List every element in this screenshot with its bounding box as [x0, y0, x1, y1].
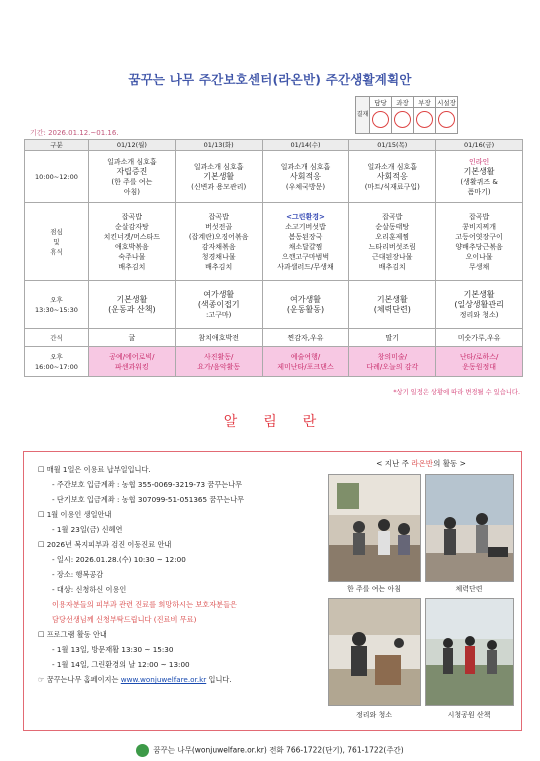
- schedule-cell-line: 자립증진: [116, 166, 148, 176]
- activity-photo: [328, 474, 421, 582]
- schedule-cell-line: 순살동태탕: [375, 222, 410, 231]
- clinic-title: ☐ 2026년 복지피부과 검진 이동진료 안내: [38, 540, 172, 549]
- approval-stamp-cell: [392, 108, 414, 134]
- schedule-cell-line: 일과소개 심호흡: [367, 162, 418, 171]
- clinic-target: - 대상: 신청하신 이용인: [52, 585, 127, 594]
- schedule-cell-line: 채소달걀찜: [288, 242, 323, 251]
- schedule-cell: [262, 347, 349, 377]
- activity-caption: 한 주를 여는 아침: [346, 585, 401, 593]
- activity-caption: 체력단련: [455, 585, 483, 593]
- schedule-cell: [436, 329, 523, 347]
- stamp-icon: [416, 111, 433, 128]
- stamp-icon: [394, 111, 411, 128]
- schedule-header-cell: 01/16(금): [436, 140, 523, 151]
- activity-heading: [326, 458, 516, 470]
- schedule-cell: [262, 329, 349, 347]
- schedule-cell: [89, 281, 176, 329]
- schedule-cell-line: 사과샐러드/무생채: [277, 262, 334, 271]
- schedule-cell-line: 제미난타/포크댄스: [277, 362, 334, 371]
- footer-text: 꿈꾸는 나무(wonjuwelfare.or.kr) 전화 766-1722(단기), 761-1722(주간): [153, 745, 404, 755]
- homepage-suffix: 입니다.: [208, 675, 232, 684]
- schedule-cell-line: 버섯전골: [205, 222, 233, 231]
- notice-list: [38, 462, 338, 687]
- fee-account: - 주간보호 입금계좌 : 농협 355-0069-3219-73 꿈꾸는나무: [52, 480, 243, 489]
- approval-label: 결재: [356, 97, 370, 134]
- schedule-cell-line: 여가생활: [203, 289, 235, 299]
- schedule-cell-line: (우체국방문): [285, 182, 326, 191]
- stamp-icon: [438, 111, 455, 128]
- schedule-cell: [175, 347, 262, 377]
- schedule-row: [25, 151, 523, 203]
- schedule-cell-line: 기본생활: [463, 166, 495, 176]
- approval-role: 담당: [370, 97, 392, 108]
- schedule-cell: [436, 347, 523, 377]
- schedule-cell: [349, 281, 436, 329]
- schedule-cell-line: 숙주나물: [118, 252, 146, 261]
- program-item: - 1월 13일, 방문재활 13:30 ~ 15:30: [52, 645, 174, 654]
- schedule-table: [24, 139, 523, 377]
- schedule-cell-line: 인라인: [468, 157, 490, 166]
- schedule-cell-line: 오리훈제찜: [375, 232, 410, 241]
- clinic-note: 이용자분들의 피부과 관련 진료를 희망하시는 보호자분들은: [52, 600, 238, 609]
- schedule-row-label: 오후 16:00~17:00: [25, 347, 89, 377]
- schedule-row: [25, 281, 523, 329]
- approval-role: 부장: [414, 97, 436, 108]
- schedule-cell-line: 폼마기): [467, 187, 491, 196]
- notice-title: 알림란: [223, 414, 343, 430]
- birthday-title: ☐ 1월 이용인 생일안내: [38, 510, 112, 519]
- activity-heading-prefix: < 지난 주: [376, 459, 409, 468]
- fee-account: - 단기보호 입금계좌 : 농협 307099-51-051365 꿈꾸는나무: [52, 495, 245, 504]
- activity-heading-suffix: 의 활동 >: [433, 459, 466, 468]
- activity-caption: 정리와 청소: [355, 711, 393, 719]
- clinic-date: - 일시: 2026.01.28.(수) 10:30 ~ 12:00: [52, 555, 186, 564]
- schedule-cell-line: :고구마): [206, 310, 232, 319]
- birthday-detail: - 1월 23일(금) 신혜연: [52, 525, 123, 534]
- schedule-row-label: 간식: [25, 329, 89, 347]
- activity-heading-class: 라온반: [411, 459, 434, 468]
- schedule-cell-line: (체력단련): [373, 304, 411, 314]
- schedule-cell: [262, 151, 349, 203]
- schedule-cell-line: 고등어엿장구이: [455, 232, 503, 241]
- schedule-cell-line: 사회적응: [290, 171, 321, 181]
- schedule-cell: [349, 203, 436, 281]
- schedule-cell-line: 배추김치: [205, 262, 233, 271]
- schedule-cell-line: 예술여행/: [290, 352, 321, 361]
- schedule-cell: [89, 329, 176, 347]
- schedule-cell-line: 사진활동/: [203, 352, 234, 361]
- schedule-cell-line: 참치애호박전: [198, 333, 239, 342]
- schedule-cell: [436, 151, 523, 203]
- schedule-cell: [175, 151, 262, 203]
- schedule-cell-line: 잡곡밥: [468, 212, 490, 221]
- homepage-link[interactable]: www.wonjuwelfare.or.kr: [120, 675, 207, 684]
- schedule-cell-line: 여가생활: [290, 294, 321, 304]
- schedule-cell-line: 파센과워킹: [114, 362, 149, 371]
- approval-table: [355, 96, 458, 134]
- schedule-cell: [349, 329, 436, 347]
- schedule-cell-line: 정리와 청소): [459, 310, 499, 319]
- schedule-cell-line: 감자채볶음: [201, 242, 236, 251]
- fee-title: ☐ 매월 1일은 이용료 납부일입니다.: [38, 465, 151, 474]
- schedule-cell-line: 요가/음악활동: [197, 362, 241, 371]
- schedule-cell-line: 무생채: [468, 262, 490, 271]
- schedule-row-label: 10:00~12:00: [25, 151, 89, 203]
- schedule-cell-line: 기본생활: [376, 294, 408, 304]
- schedule-cell-line: 잡곡밥: [382, 212, 403, 221]
- footer: [0, 744, 540, 757]
- schedule-cell-line: 소고기버섯밥: [285, 222, 326, 231]
- schedule-cell: [89, 203, 176, 281]
- schedule-cell-line: 기본생활: [116, 294, 148, 304]
- schedule-cell-line: 운동원정대: [462, 362, 496, 371]
- schedule-cell-line: 공예/에어로빅/: [109, 352, 155, 361]
- clinic-place: - 장소: 행복공감: [52, 570, 104, 579]
- schedule-cell-line: 귤: [128, 333, 136, 342]
- schedule-cell-line: 기본생활: [463, 289, 495, 299]
- schedule-cell-line: (신변과 용모관리): [191, 182, 247, 191]
- schedule-cell-line: 기본생활: [203, 171, 235, 181]
- schedule-header-cell: 구분: [25, 140, 89, 151]
- schedule-cell-line: 청경채나물: [201, 252, 236, 261]
- schedule-cell-line: 미숫가루,우유: [457, 333, 501, 342]
- schedule-note: *상기 일정은 상황에 따라 변경될 수 있습니다.: [393, 389, 520, 396]
- schedule-header-row: [25, 140, 523, 151]
- program-item: - 1월 14일, 그린환경의 날 12:00 ~ 13:00: [52, 660, 190, 669]
- schedule-row: [25, 347, 523, 377]
- schedule-cell: [349, 151, 436, 203]
- schedule-cell-line: 봄동된장국: [288, 232, 323, 241]
- schedule-cell-line: 배추김치: [118, 262, 146, 271]
- schedule-cell: [262, 281, 349, 329]
- approval-stamp-cell: [370, 108, 392, 134]
- schedule-cell-line: (잡계란)오징어볶음: [188, 232, 249, 241]
- schedule-cell-line: (운동과 산책): [108, 304, 156, 314]
- schedule-cell-line: (생활퀴즈 &: [460, 177, 498, 186]
- schedule-header-cell: 01/13(화): [175, 140, 262, 151]
- schedule-cell-line: 으깬고구마범벅: [281, 252, 330, 261]
- tree-logo-icon: [136, 744, 149, 757]
- activity-photo: [328, 598, 421, 706]
- schedule-cell-line: 배추김치: [378, 262, 406, 271]
- schedule-header-cell: 01/12(월): [89, 140, 176, 151]
- period-label: 기간: 2026.01.12.~01.16.: [30, 129, 119, 137]
- schedule-cell-line: 오이나물: [465, 252, 493, 261]
- notice-box: [23, 451, 522, 731]
- schedule-cell-line: 양배추당근볶음: [455, 242, 503, 251]
- page-title: 꿈꾸는 나무 주간보호센터(라온반) 주간생활계획안: [128, 72, 412, 87]
- schedule-header-cell: 01/15(목): [349, 140, 436, 151]
- schedule-cell: [436, 203, 523, 281]
- schedule-row: [25, 329, 523, 347]
- schedule-cell-line: 잡곡밥: [208, 212, 229, 221]
- schedule-cell-line: (일상생활관리: [454, 299, 504, 309]
- approval-stamp-cell: [436, 108, 458, 134]
- schedule-cell-line: 찐감자,우유: [287, 333, 324, 342]
- schedule-row-label: 점심 및 휴식: [25, 203, 89, 281]
- activity-panel: [326, 458, 516, 726]
- schedule-cell: [262, 203, 349, 281]
- schedule-cell-line: 아침): [123, 187, 141, 196]
- clinic-note: 담당선생님께 신청부탁드립니다 (진료비 무료): [52, 615, 197, 624]
- activity-caption: 시청공원 산책: [447, 711, 491, 719]
- schedule-cell: [175, 329, 262, 347]
- schedule-cell-line: 콩비지찌개: [462, 222, 496, 231]
- schedule-cell-line: 창의미술/: [377, 352, 407, 361]
- schedule-cell-line: (마트/식재료구입): [364, 182, 420, 191]
- approval-role: 시설장: [437, 98, 456, 107]
- schedule-cell-line: <그린환경>: [286, 212, 325, 221]
- schedule-cell-line: 난타/로하스/: [459, 352, 499, 361]
- activity-photo: [425, 598, 514, 706]
- schedule-cell-line: 치킨너겟/머스타드: [103, 232, 161, 241]
- activity-photo: [425, 474, 514, 582]
- schedule-cell-line: 애호박볶음: [114, 242, 149, 251]
- schedule-row-label: 오후 13:30~15:30: [25, 281, 89, 329]
- schedule-cell-line: 근대된장나물: [372, 252, 413, 261]
- schedule-cell-line: 사회적응: [376, 171, 408, 181]
- schedule-cell-line: 딸기: [385, 333, 400, 342]
- homepage-line: [38, 672, 338, 687]
- schedule-cell: [89, 347, 176, 377]
- approval-role: 과장: [392, 97, 414, 108]
- schedule-cell-line: 잡곡밥: [121, 212, 143, 221]
- approval-stamp-cell: [414, 108, 436, 134]
- homepage-prefix: ☞ 꿈꾸는나무 홈페이지는: [38, 675, 119, 684]
- schedule-header-cell: 01/14(수): [262, 140, 349, 151]
- schedule-cell: [175, 203, 262, 281]
- schedule-cell: [89, 151, 176, 203]
- schedule-cell: [349, 347, 436, 377]
- schedule-row: [25, 203, 523, 281]
- schedule-cell-line: (색종이접기: [197, 299, 240, 309]
- schedule-cell-line: 순살감자탕: [114, 222, 149, 231]
- schedule-cell-line: 느타리버섯조림: [368, 242, 416, 251]
- stamp-icon: [372, 111, 389, 128]
- program-title: ☐ 프로그램 활동 안내: [38, 630, 107, 639]
- schedule-cell-line: 다례/오늘의 감각: [366, 362, 419, 371]
- schedule-cell: [175, 281, 262, 329]
- schedule-cell-line: (운동활동): [286, 304, 325, 314]
- schedule-cell-line: 일과소개 심호흡: [107, 157, 157, 166]
- schedule-cell-line: 일과소개 심호흡: [280, 162, 331, 171]
- schedule-cell-line: 일과소개 심호흡: [193, 162, 244, 171]
- schedule-cell: [436, 281, 523, 329]
- schedule-cell-line: (한 주를 여는: [111, 177, 153, 186]
